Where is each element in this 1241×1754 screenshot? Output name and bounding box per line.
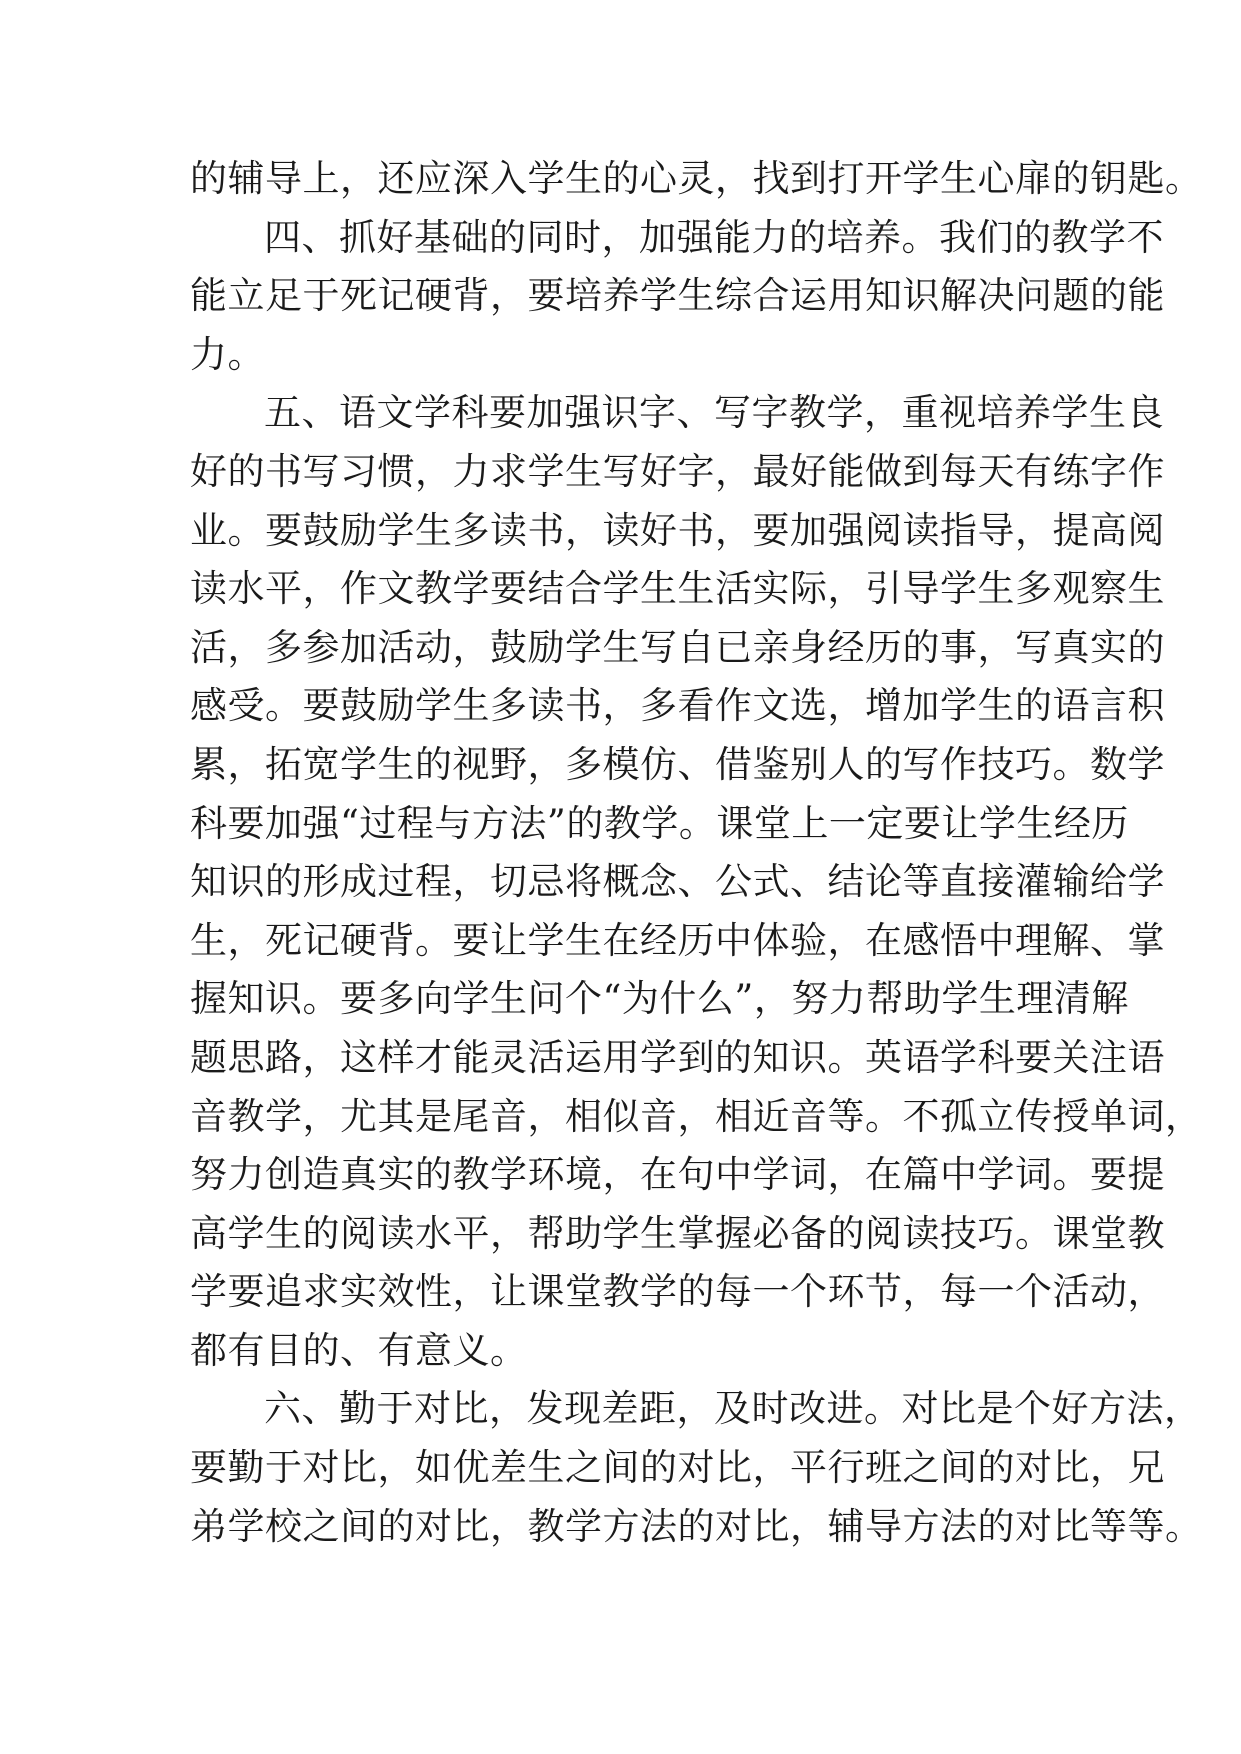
text-line: 握知识。要多向学生问个“为什么”，努力帮助学生理清解: [190, 977, 1129, 1021]
text-line: 努力创造真实的教学环境，在句中学词，在篇中学词。要提: [190, 1153, 1165, 1197]
text-line: 好的书写习惯，力求学生写好字，最好能做到每天有练字作: [190, 449, 1165, 493]
text-line: 音教学，尤其是尾音，相似音，相近音等。不孤立传授单词，: [190, 1094, 1203, 1138]
text-line: 学要追求实效性，让课堂教学的每一个环节，每一个活动，: [190, 1270, 1165, 1314]
text-line: 知识的形成过程，切忌将概念、公式、结论等直接灌输给学: [190, 860, 1165, 904]
text-line: 科要加强“过程与方法”的教学。课堂上一定要让学生经历: [190, 801, 1129, 845]
text-line: 高学生的阅读水平，帮助学生掌握必备的阅读技巧。课堂教: [190, 1211, 1165, 1255]
paragraph-start-line: 六、勤于对比，发现差距，及时改进。对比是个好方法，: [264, 1387, 1202, 1431]
text-line: 读水平，作文教学要结合学生生活实际，引导学生多观察生: [190, 567, 1165, 611]
text-line: 活，多参加活动，鼓励学生写自已亲身经历的事，写真实的: [190, 625, 1165, 669]
text-line: 力。: [190, 332, 265, 376]
text-line: 业。要鼓励学生多读书，读好书，要加强阅读指导，提高阅: [190, 508, 1165, 552]
text-line: 要勤于对比，如优差生之间的对比，平行班之间的对比，兄: [190, 1446, 1165, 1490]
text-line: 的辅导上，还应深入学生的心灵，找到打开学生心扉的钥匙。: [190, 157, 1203, 200]
text-line: 题思路，这样才能灵活运用学到的知识。英语学科要关注语: [190, 1035, 1165, 1079]
text-line: 都有目的、有意义。: [190, 1328, 528, 1372]
text-line: 感受。要鼓励学生多读书，多看作文选，增加学生的语言积: [190, 684, 1165, 728]
paragraph-start-line: 四、抓好基础的同时，加强能力的培养。我们的教学不: [264, 215, 1164, 259]
text-line: 能立足于死记硬背，要培养学生综合运用知识解决问题的能: [190, 274, 1165, 318]
document-body: [190, 150, 1203, 1556]
text-line: 弟学校之间的对比，教学方法的对比，辅导方法的对比等等。: [190, 1504, 1203, 1548]
paragraph-start-line: 五、语文学科要加强识字、写字教学，重视培养学生良: [264, 391, 1164, 435]
text-line: 累，拓宽学生的视野，多模仿、借鉴别人的写作技巧。数学: [190, 742, 1165, 786]
text-line: 生，死记硬背。要让学生在经历中体验，在感悟中理解、掌: [190, 918, 1165, 962]
